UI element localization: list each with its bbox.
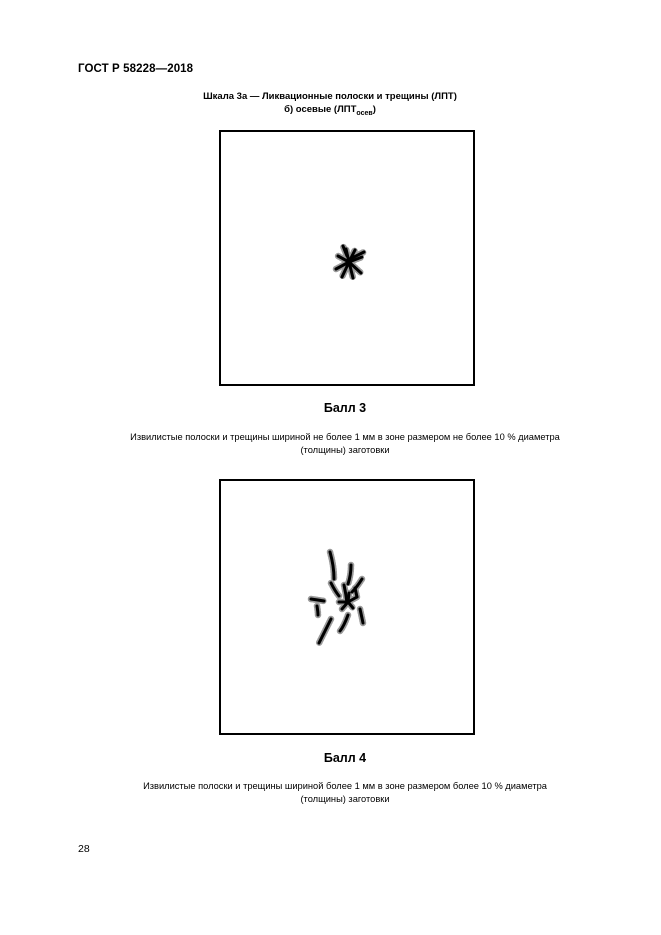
score-3-description-line1: Извилистые полоски и трещины шириной не более 1 мм в зоне размером не более 10 % диаметра bbox=[130, 432, 560, 442]
macrostructure-image-score-4 bbox=[219, 479, 475, 735]
subcaption-suffix: ) bbox=[372, 104, 376, 115]
scale-caption: Шкала 3а — Ликвационные полоски и трещины (ЛПТ) bbox=[203, 91, 457, 102]
subcaption-prefix: б) осевые (ЛПТ bbox=[284, 104, 357, 115]
axial-cracks-small-illustration bbox=[221, 132, 473, 384]
axial-cracks-large-illustration bbox=[221, 481, 473, 733]
macrostructure-image-score-3 bbox=[219, 130, 475, 386]
score-4-description-line1: Извилистые полоски и трещины шириной более 1 мм в зоне размером более 10 % диаметра bbox=[143, 781, 547, 791]
score-3-description bbox=[100, 431, 590, 457]
score-4-description-line2: (толщины) заготовки bbox=[300, 794, 390, 804]
subcaption-subscript: осев bbox=[356, 110, 373, 117]
score-4-label: Балл 4 bbox=[323, 751, 367, 765]
document-code: ГОСТ Р 58228—2018 bbox=[78, 63, 194, 75]
score-4-description bbox=[100, 780, 590, 806]
score-3-label: Балл 3 bbox=[323, 401, 367, 415]
score-3-description-line2: (толщины) заготовки bbox=[300, 445, 390, 455]
page-number: 28 bbox=[78, 843, 90, 855]
scale-subcaption bbox=[130, 103, 530, 116]
